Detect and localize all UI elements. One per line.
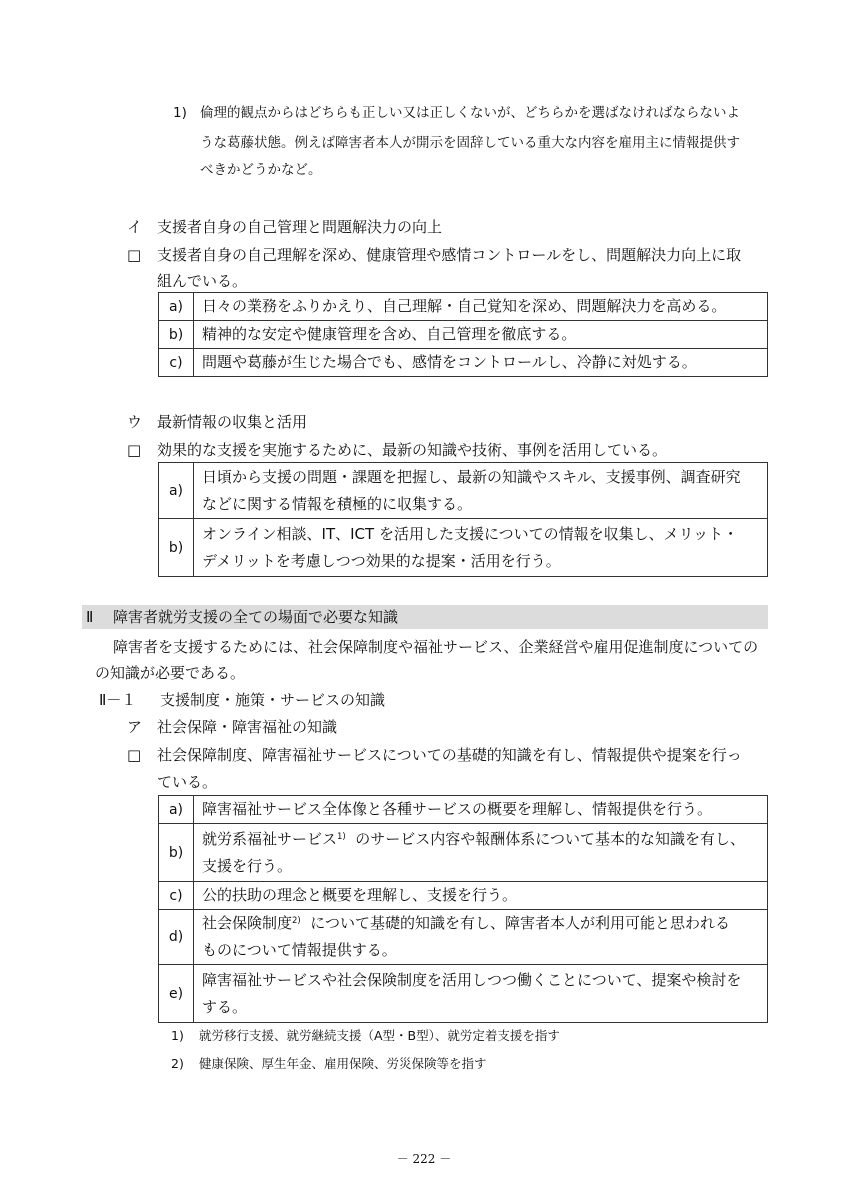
- criterion-text: 効果的な支援を実施するために、最新の知識や技術、事例を活用している。: [157, 441, 668, 459]
- row-key: b): [159, 824, 194, 882]
- checkbox[interactable]: □: [127, 246, 142, 264]
- row-text: 問題や葛藤が生じた場合でも、感情をコントロールし、冷静に対処する。: [194, 349, 768, 377]
- row-text-fragment: のサービス内容や報酬体系について基本的な知識を有し、: [355, 829, 745, 848]
- section-marker: ア: [127, 718, 143, 736]
- note-line: べきかどうかなど。: [200, 162, 322, 178]
- table-row: [159, 882, 768, 910]
- row-text-fragment: について基礎的知識を有し、障害者本人が利用可能と思われる: [310, 914, 730, 932]
- note-line: 倫理的観点からはどちらも正しい又は正しくないが、どちらかを選ばなければならないよ: [200, 105, 740, 121]
- row-key: c): [159, 349, 194, 377]
- intro-text: 障害者を支援するためには、社会保障制度や福祉サービス、企業経営や雇用促進制度についての: [113, 638, 759, 656]
- subsection-marker: Ⅱ－１: [99, 691, 137, 709]
- row-text-line: [202, 910, 767, 937]
- row-text: [194, 965, 768, 1023]
- row-text-line: する。: [202, 997, 248, 1016]
- table-row: [159, 463, 768, 519]
- table-row: [159, 293, 768, 321]
- row-text-line: オンライン相談、IT、ICT を活用した支援についての情報を収集し、メリット・: [202, 524, 739, 543]
- checkbox[interactable]: □: [127, 441, 142, 459]
- row-key: c): [159, 882, 194, 910]
- table-row: [159, 965, 768, 1023]
- criterion-text: ている。: [157, 773, 218, 791]
- note-number: 1): [173, 105, 187, 121]
- footnote-number: 1): [171, 1028, 184, 1043]
- row-key: b): [159, 321, 194, 349]
- section-title: 支援者自身の自己管理と問題解決力の向上: [157, 218, 443, 236]
- section-title: 社会保障・障害福祉の知識: [157, 718, 338, 736]
- row-key: d): [159, 910, 194, 965]
- row-text-line: 日頃から支援の問題・課題を把握し、最新の知識やスキル、支援事例、調査研究: [202, 467, 741, 486]
- section-marker: Ⅱ: [86, 608, 94, 626]
- section-marker: イ: [127, 218, 143, 236]
- subsection-title: 支援制度・施策・サービスの知識: [160, 691, 386, 709]
- row-text: 精神的な安定や健康管理を含め、自己管理を徹底する。: [194, 321, 768, 349]
- criterion-text: 社会保障制度、障害福祉サービスについての基礎的知識を有し、情報提供や提案を行っ: [157, 746, 742, 764]
- criteria-table: [158, 795, 768, 1023]
- row-text-line: ものについて情報提供する。: [202, 941, 397, 959]
- row-text: 日々の業務をふりかえり、自己理解・自己覚知を深め、問題解決力を高める。: [194, 293, 768, 321]
- row-text: [194, 519, 768, 577]
- row-text: 公的扶助の理念と概要を理解し、支援を行う。: [194, 882, 768, 910]
- table-row: [159, 519, 768, 577]
- table-row: [159, 321, 768, 349]
- row-text-line: 障害福祉サービスや社会保険制度を活用しつつ働くことについて、提案や検討を: [202, 970, 742, 989]
- row-key: b): [159, 519, 194, 577]
- footnote-number: 2): [171, 1056, 184, 1071]
- criteria-table: [158, 292, 768, 377]
- table-row: [159, 796, 768, 824]
- row-text-line: [202, 826, 767, 853]
- page-number: － 222 －: [396, 1152, 452, 1166]
- checkbox[interactable]: □: [127, 746, 142, 764]
- row-key: a): [159, 293, 194, 321]
- row-text-line: などに関する情報を積極的に収集する。: [202, 494, 473, 513]
- row-text-fragment: 就労系福祉サービス: [202, 829, 338, 848]
- table-row: [159, 824, 768, 882]
- row-text: [194, 463, 768, 519]
- footnote-text: 就労移行支援、就労継続支援（A型・B型）、就労定着支援を指す: [199, 1028, 560, 1043]
- table-row: [159, 910, 768, 965]
- row-text-line: デメリットを考慮しつつ効果的な提案・活用を行う。: [202, 551, 561, 570]
- row-key: e): [159, 965, 194, 1023]
- table-row: [159, 349, 768, 377]
- criteria-table: [158, 462, 768, 577]
- footnote-ref: 1): [337, 831, 346, 842]
- row-key: a): [159, 463, 194, 519]
- criterion-text: 組んでいる。: [157, 272, 248, 290]
- footnote-text: 健康保険、厚生年金、雇用保険、労災保険等を指す: [199, 1056, 487, 1071]
- section-marker: ウ: [127, 413, 143, 431]
- footnote-ref: 2): [292, 916, 301, 926]
- section-title: 障害者就労支援の全ての場面で必要な知識: [113, 608, 399, 626]
- row-key: a): [159, 796, 194, 824]
- intro-text: の知識が必要である。: [95, 664, 246, 682]
- row-text-line: 支援を行う。: [202, 856, 293, 875]
- row-text: 障害福祉サービス全体像と各種サービスの概要を理解し、情報提供を行う。: [194, 796, 768, 824]
- criterion-text: 支援者自身の自己理解を深め、健康管理や感情コントロールをし、問題解決力向上に取: [157, 246, 742, 264]
- note-line: うな葛藤状態。例えば障害者本人が開示を固辞している重大な内容を雇用主に情報提供す: [200, 135, 740, 151]
- row-text-fragment: 社会保険制度: [202, 914, 293, 932]
- row-text: [194, 824, 768, 882]
- section-title: 最新情報の収集と活用: [157, 413, 308, 431]
- row-text: [194, 910, 768, 965]
